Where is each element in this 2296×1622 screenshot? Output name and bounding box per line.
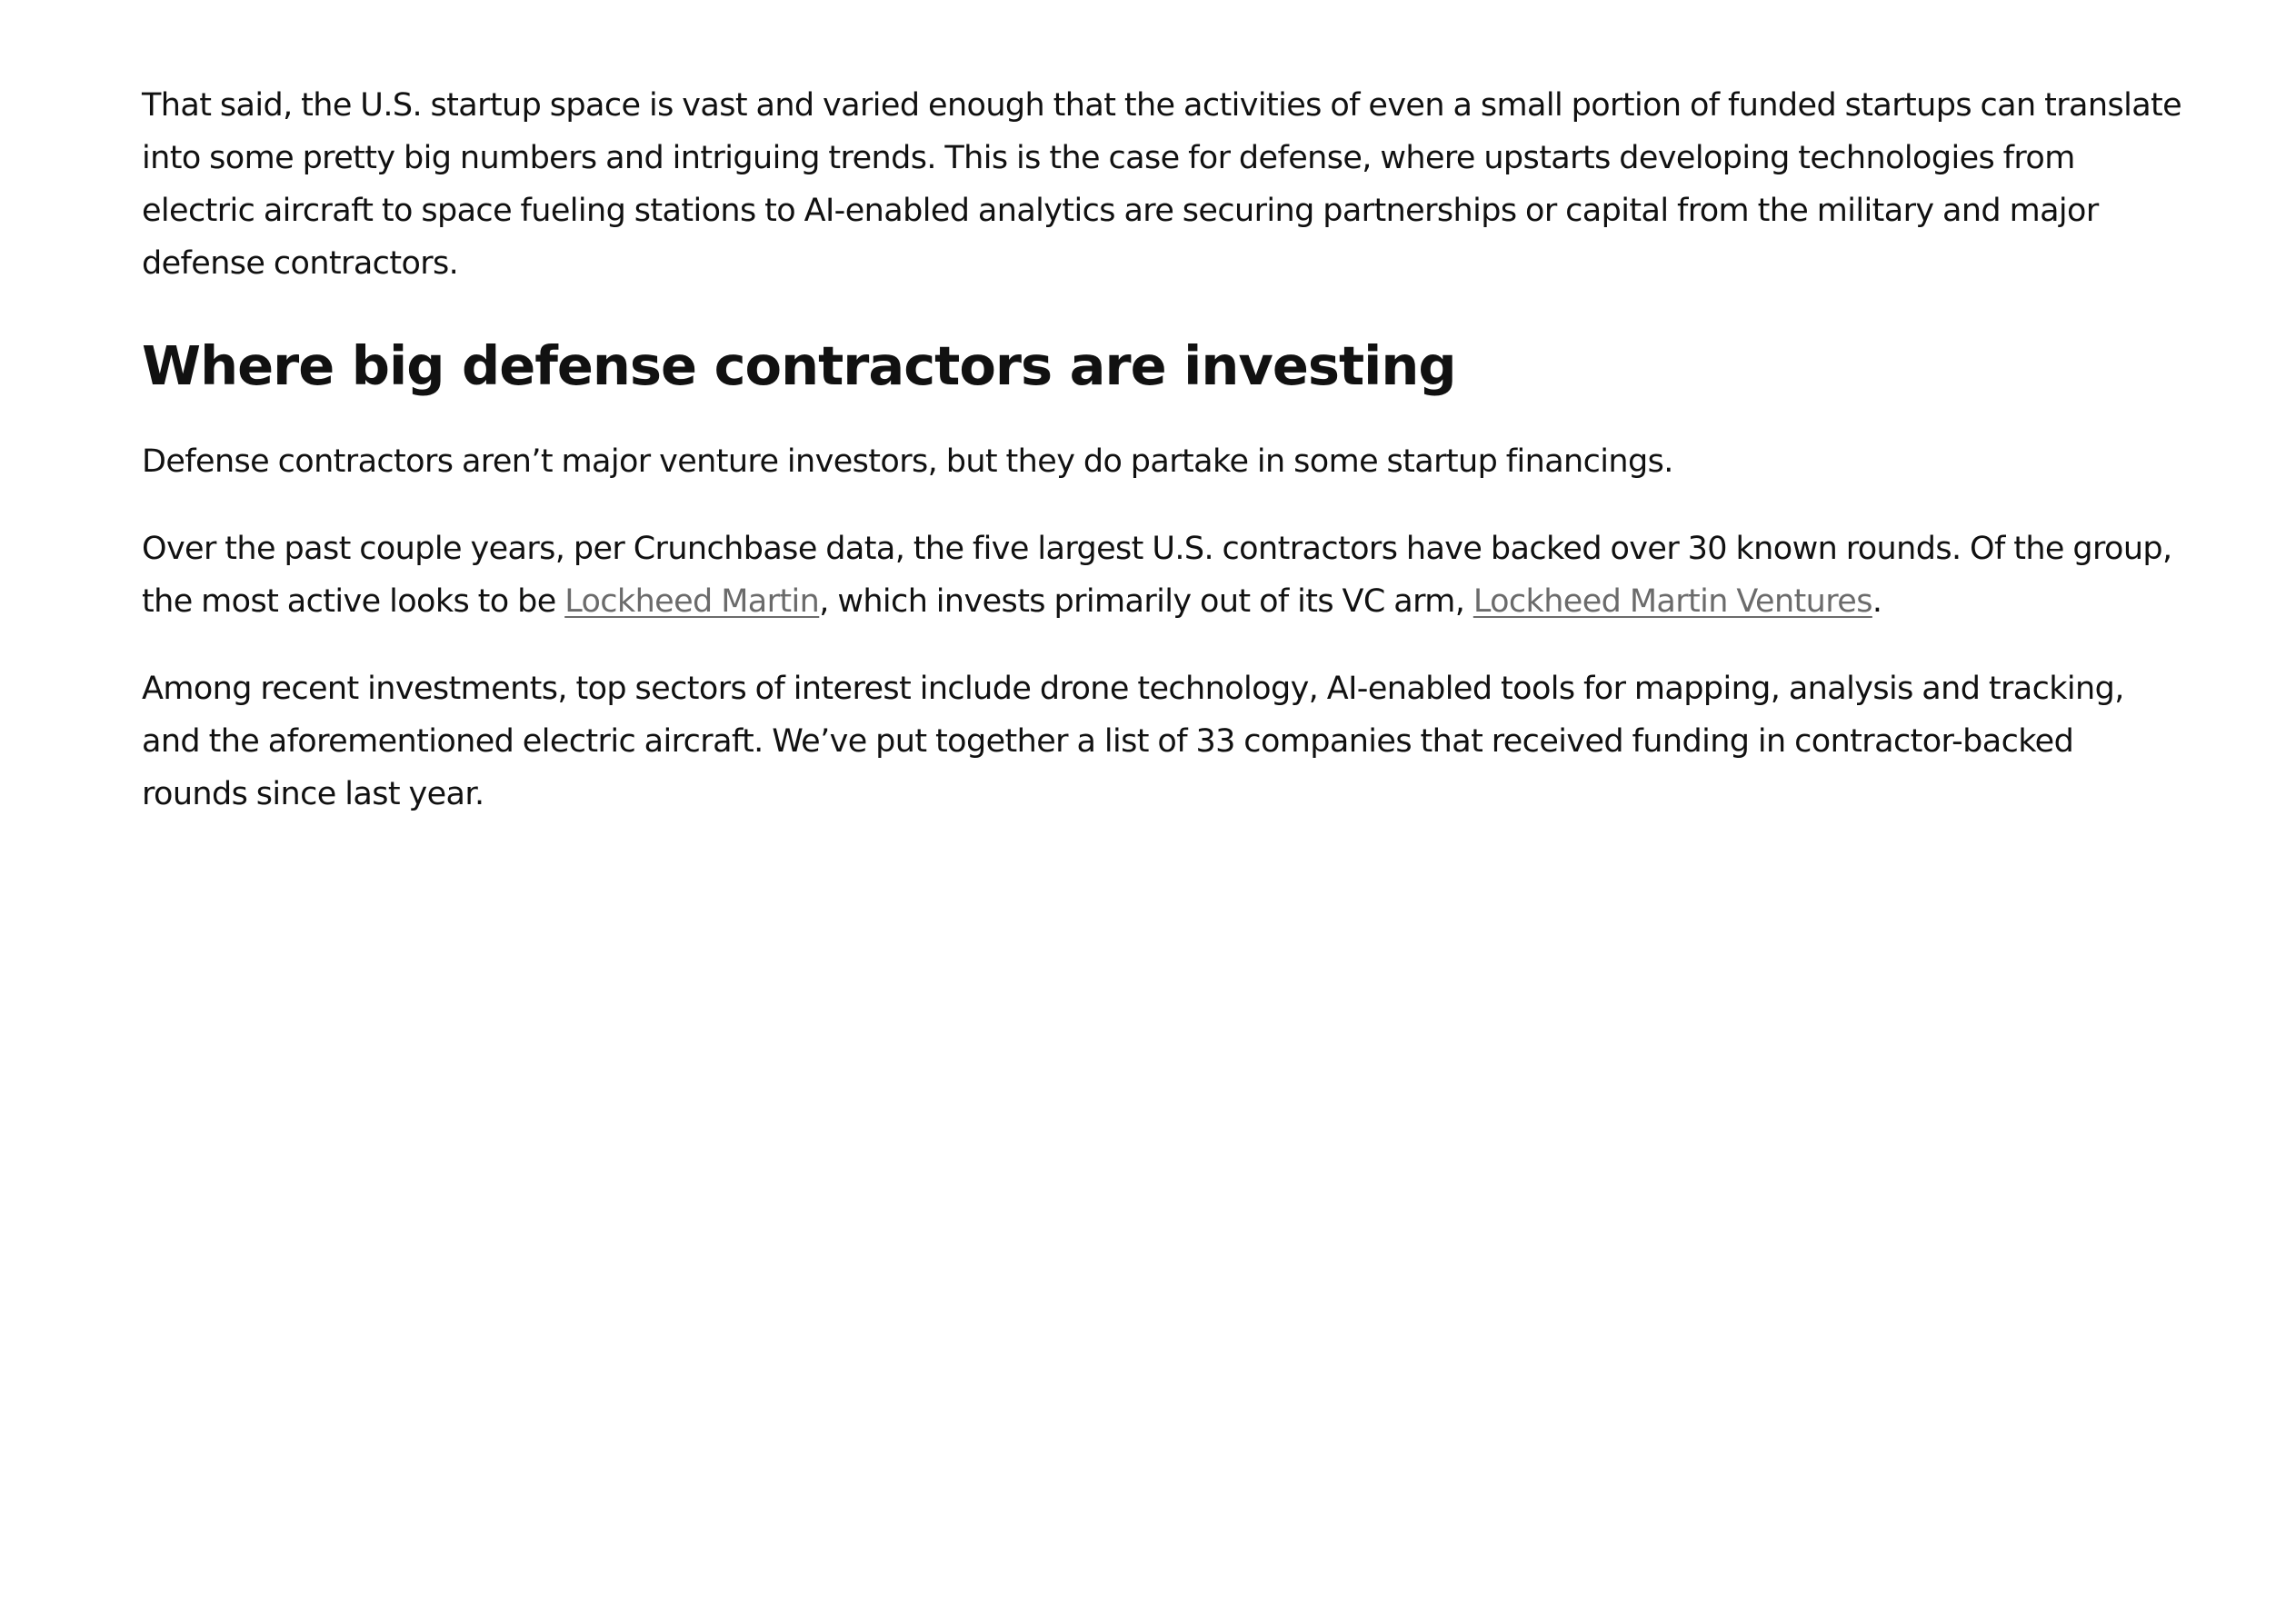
paragraph-text-after: . xyxy=(1872,583,1882,620)
lockheed-martin-ventures-link[interactable]: Lockheed Martin Ventures xyxy=(1472,583,1872,620)
paragraph-text-before: Over the past couple years, per Crunchbase data, the five largest U.S. contractors have backed over 30 known rounds. Of the group, the most active looks to be xyxy=(142,531,2172,620)
intro-paragraph: That said, the U.S. startup space is vast and varied enough that the activities of even a small portion of funded startups can translate into some pretty big numbers and intriguing trends. This is the case for defense, where upstarts developing technologies from electric aircraft to space fueling stations to AI-enabled analytics are securing partnerships or capital from the military and major defense contractors. xyxy=(142,87,2182,282)
article-body xyxy=(142,79,2187,821)
paragraph-text-middle: , which invests primarily out of its VC arm, xyxy=(819,583,1473,620)
paragraph-crunchbase xyxy=(142,522,2187,628)
paragraph-investments: Among recent investments, top sectors of interest include drone technology, AI-enabled tools for mapping, analysis and tracking, and the aforementioned electric aircraft. We’ve put together a list of 33 companies that received funding in contractor-backed rounds since last year. xyxy=(142,671,2124,812)
section-heading: Where big defense contractors are investing xyxy=(142,334,1456,397)
paragraph-contractors: Defense contractors aren’t major venture investors, but they do partake in some startup financings. xyxy=(142,443,1673,480)
lockheed-martin-link[interactable]: Lockheed Martin xyxy=(564,583,820,620)
